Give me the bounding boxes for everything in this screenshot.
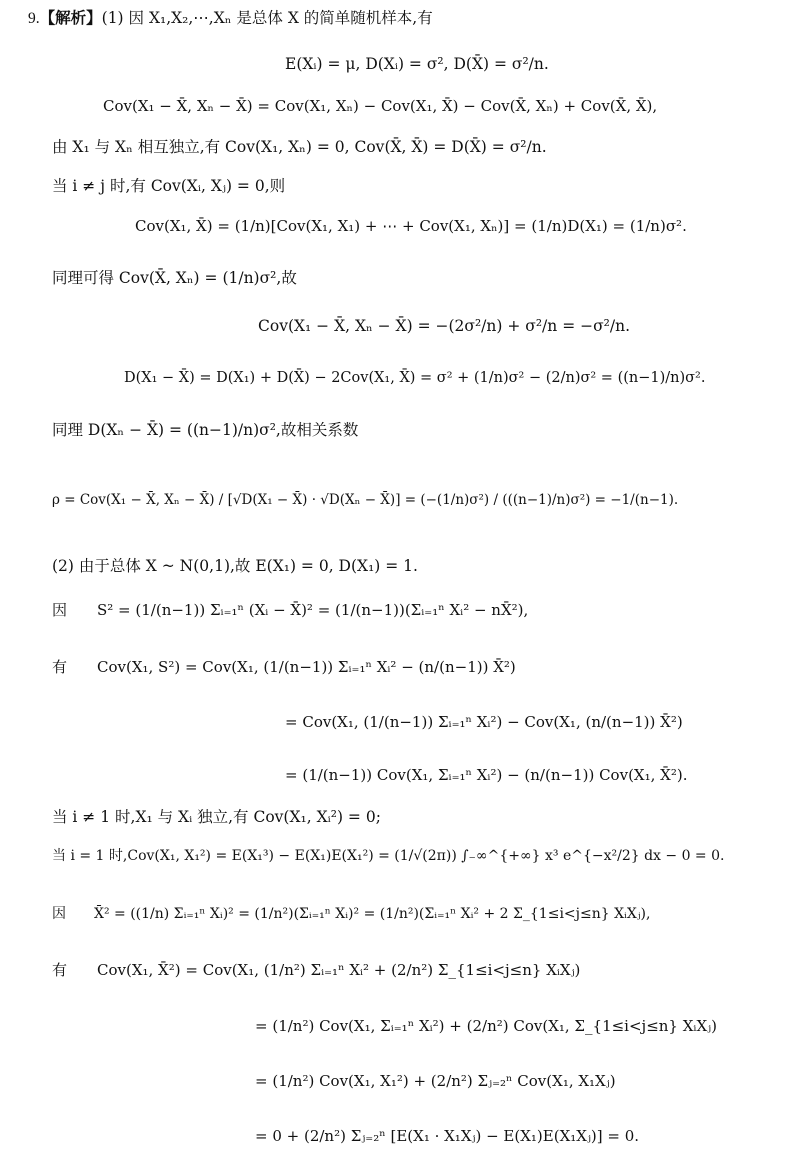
formula-line: 因 X̄² = ((1/n) Σᵢ₌₁ⁿ Xᵢ)² = (1/n²)(Σᵢ₌₁ⁿ Xᵢ)² = (1/n²)(Σᵢ₌₁ⁿ Xᵢ² + 2 Σ_{1≤i<j≤n} XᵢXⱼ), <box>52 906 651 922</box>
text-line: 同理 D(Xₙ − X̄) = ((n−1)/n)σ²,故相关系数 <box>52 421 359 439</box>
text-line: 当 i ≠ j 时,有 Cov(Xᵢ, Xⱼ) = 0,则 <box>52 177 286 195</box>
text-line: 由 X₁ 与 Xₙ 相互独立,有 Cov(X₁, Xₙ) = 0, Cov(X̄, X̄) = D(X̄) = σ²/n. <box>52 138 547 156</box>
text-line: (2) 由于总体 X ~ N(0,1),故 E(X₁) = 0, D(X₁) = 1. <box>52 557 418 575</box>
formula-line: 有 Cov(X₁, S²) = Cov(X₁, (1/(n−1)) Σᵢ₌₁ⁿ Xᵢ² − (n/(n−1)) X̄²) <box>52 658 516 676</box>
text-line: 同理可得 Cov(X̄, Xₙ) = (1/n)σ²,故 <box>52 269 297 287</box>
formula-line: = 0 + (2/n²) Σⱼ₌₂ⁿ [E(X₁ · X₁Xⱼ) − E(X₁)E(X₁Xⱼ)] = 0. <box>255 1127 640 1145</box>
formula-line: 当 i = 1 时,Cov(X₁, X₁²) = E(X₁³) − E(X₁)E(X₁²) = (1/√(2π)) ∫₋∞^{+∞} x³ e^{−x²/2} dx − 0 = 0. <box>52 848 725 864</box>
formula-line: = Cov(X₁, (1/(n−1)) Σᵢ₌₁ⁿ Xᵢ²) − Cov(X₁, (n/(n−1)) X̄²) <box>285 713 683 731</box>
formula-line: = (1/n²) Cov(X₁, X₁²) + (2/n²) Σⱼ₌₂ⁿ Cov(X₁, X₁Xⱼ) <box>255 1072 616 1090</box>
formula-line: Cov(X₁ − X̄, Xₙ − X̄) = −(2σ²/n) + σ²/n = −σ²/n. <box>258 317 631 335</box>
solution-tag: 【解析】 <box>39 9 102 27</box>
problem-number: 9. <box>28 10 40 27</box>
solution-text: (1) 因 X₁,X₂,⋯,Xₙ 是总体 X 的简单随机样本,有 <box>101 9 433 27</box>
formula-line: 有 Cov(X₁, X̄²) = Cov(X₁, (1/n²) Σᵢ₌₁ⁿ Xᵢ² + (2/n²) Σ_{1≤i<j≤n} XᵢXⱼ) <box>52 961 581 979</box>
text-line: 当 i ≠ 1 时,X₁ 与 Xᵢ 独立,有 Cov(X₁, Xᵢ²) = 0; <box>52 808 381 826</box>
formula-line: Cov(X₁ − X̄, Xₙ − X̄) = Cov(X₁, Xₙ) − Cov(X₁, X̄) − Cov(X̄, Xₙ) + Cov(X̄, X̄), <box>103 97 658 115</box>
formula-line: = (1/n²) Cov(X₁, Σᵢ₌₁ⁿ Xᵢ²) + (2/n²) Cov(X₁, Σ_{1≤i<j≤n} XᵢXⱼ) <box>255 1017 717 1035</box>
formula-line: E(Xᵢ) = μ, D(Xᵢ) = σ², D(X̄) = σ²/n. <box>285 55 549 73</box>
formula-line: 因 S² = (1/(n−1)) Σᵢ₌₁ⁿ (Xᵢ − X̄)² = (1/(n−1))(Σᵢ₌₁ⁿ Xᵢ² − nX̄²), <box>52 601 529 619</box>
solution-line-1 <box>28 8 433 29</box>
formula-line: D(X₁ − X̄) = D(X₁) + D(X̄) − 2Cov(X₁, X̄) = σ² + (1/n)σ² − (2/n)σ² = ((n−1)/n)σ². <box>124 370 706 386</box>
formula-line: Cov(X₁, X̄) = (1/n)[Cov(X₁, X₁) + ⋯ + Cov(X₁, Xₙ)] = (1/n)D(X₁) = (1/n)σ². <box>135 217 687 235</box>
formula-line: = (1/(n−1)) Cov(X₁, Σᵢ₌₁ⁿ Xᵢ²) − (n/(n−1)) Cov(X₁, X̄²). <box>285 766 688 784</box>
formula-line: ρ = Cov(X₁ − X̄, Xₙ − X̄) / [√D(X₁ − X̄) · √D(Xₙ − X̄)] = (−(1/n)σ²) / (((n−1)/n)σ²) = −1/(n−1). <box>52 492 679 508</box>
